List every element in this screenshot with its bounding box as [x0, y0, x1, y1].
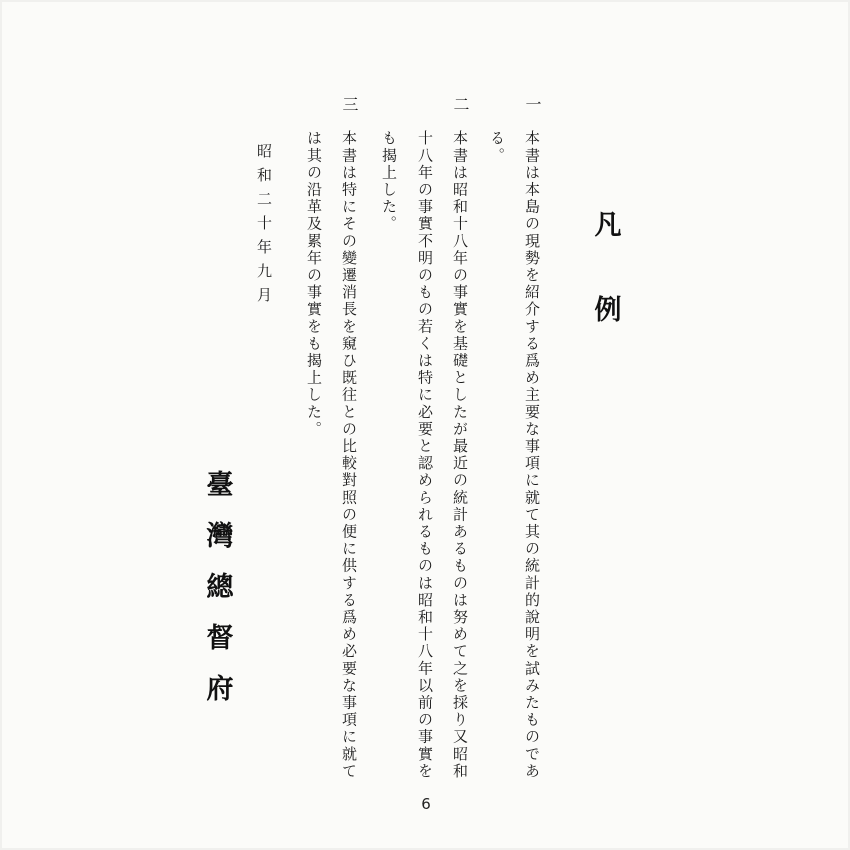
item-line: 本書は特にその變遷消長を窺ひ既往との比較對照の便に供する爲め必要な事項に就て: [340, 130, 358, 780]
item-line: も揭上した。: [380, 130, 398, 233]
date-line: 昭和二十年九月: [255, 143, 273, 311]
page-title: [588, 212, 628, 324]
item-number: 三: [340, 96, 359, 115]
signature-char: 臺: [206, 470, 234, 501]
signature: [200, 472, 240, 703]
item-line: 本書は本島の現勢を紹介する爲め主要な事項に就て其の統計的說明を試みたものであ: [523, 130, 541, 780]
title-char: 凡: [594, 210, 622, 241]
item-line: は其の沿革及累年の事實をも揭上した。: [305, 130, 323, 438]
signature-char: 總: [206, 572, 234, 603]
item-line: る。: [488, 130, 506, 165]
item-number: 二: [451, 96, 470, 115]
item-line: 十八年の事實不明のもの若くは特に必要と認められるものは昭和十八年以前の事實を: [416, 130, 434, 780]
title-char: 例: [594, 295, 622, 326]
page-number: 6: [421, 795, 431, 813]
item-number: 一: [523, 96, 542, 115]
signature-char: 府: [206, 674, 234, 705]
signature-char: 灣: [206, 521, 234, 552]
item-line: 本書は昭和十八年の事實を基礎としたが最近の統計あるものは努めて之を採り又昭和: [451, 130, 469, 780]
signature-char: 督: [206, 623, 234, 654]
